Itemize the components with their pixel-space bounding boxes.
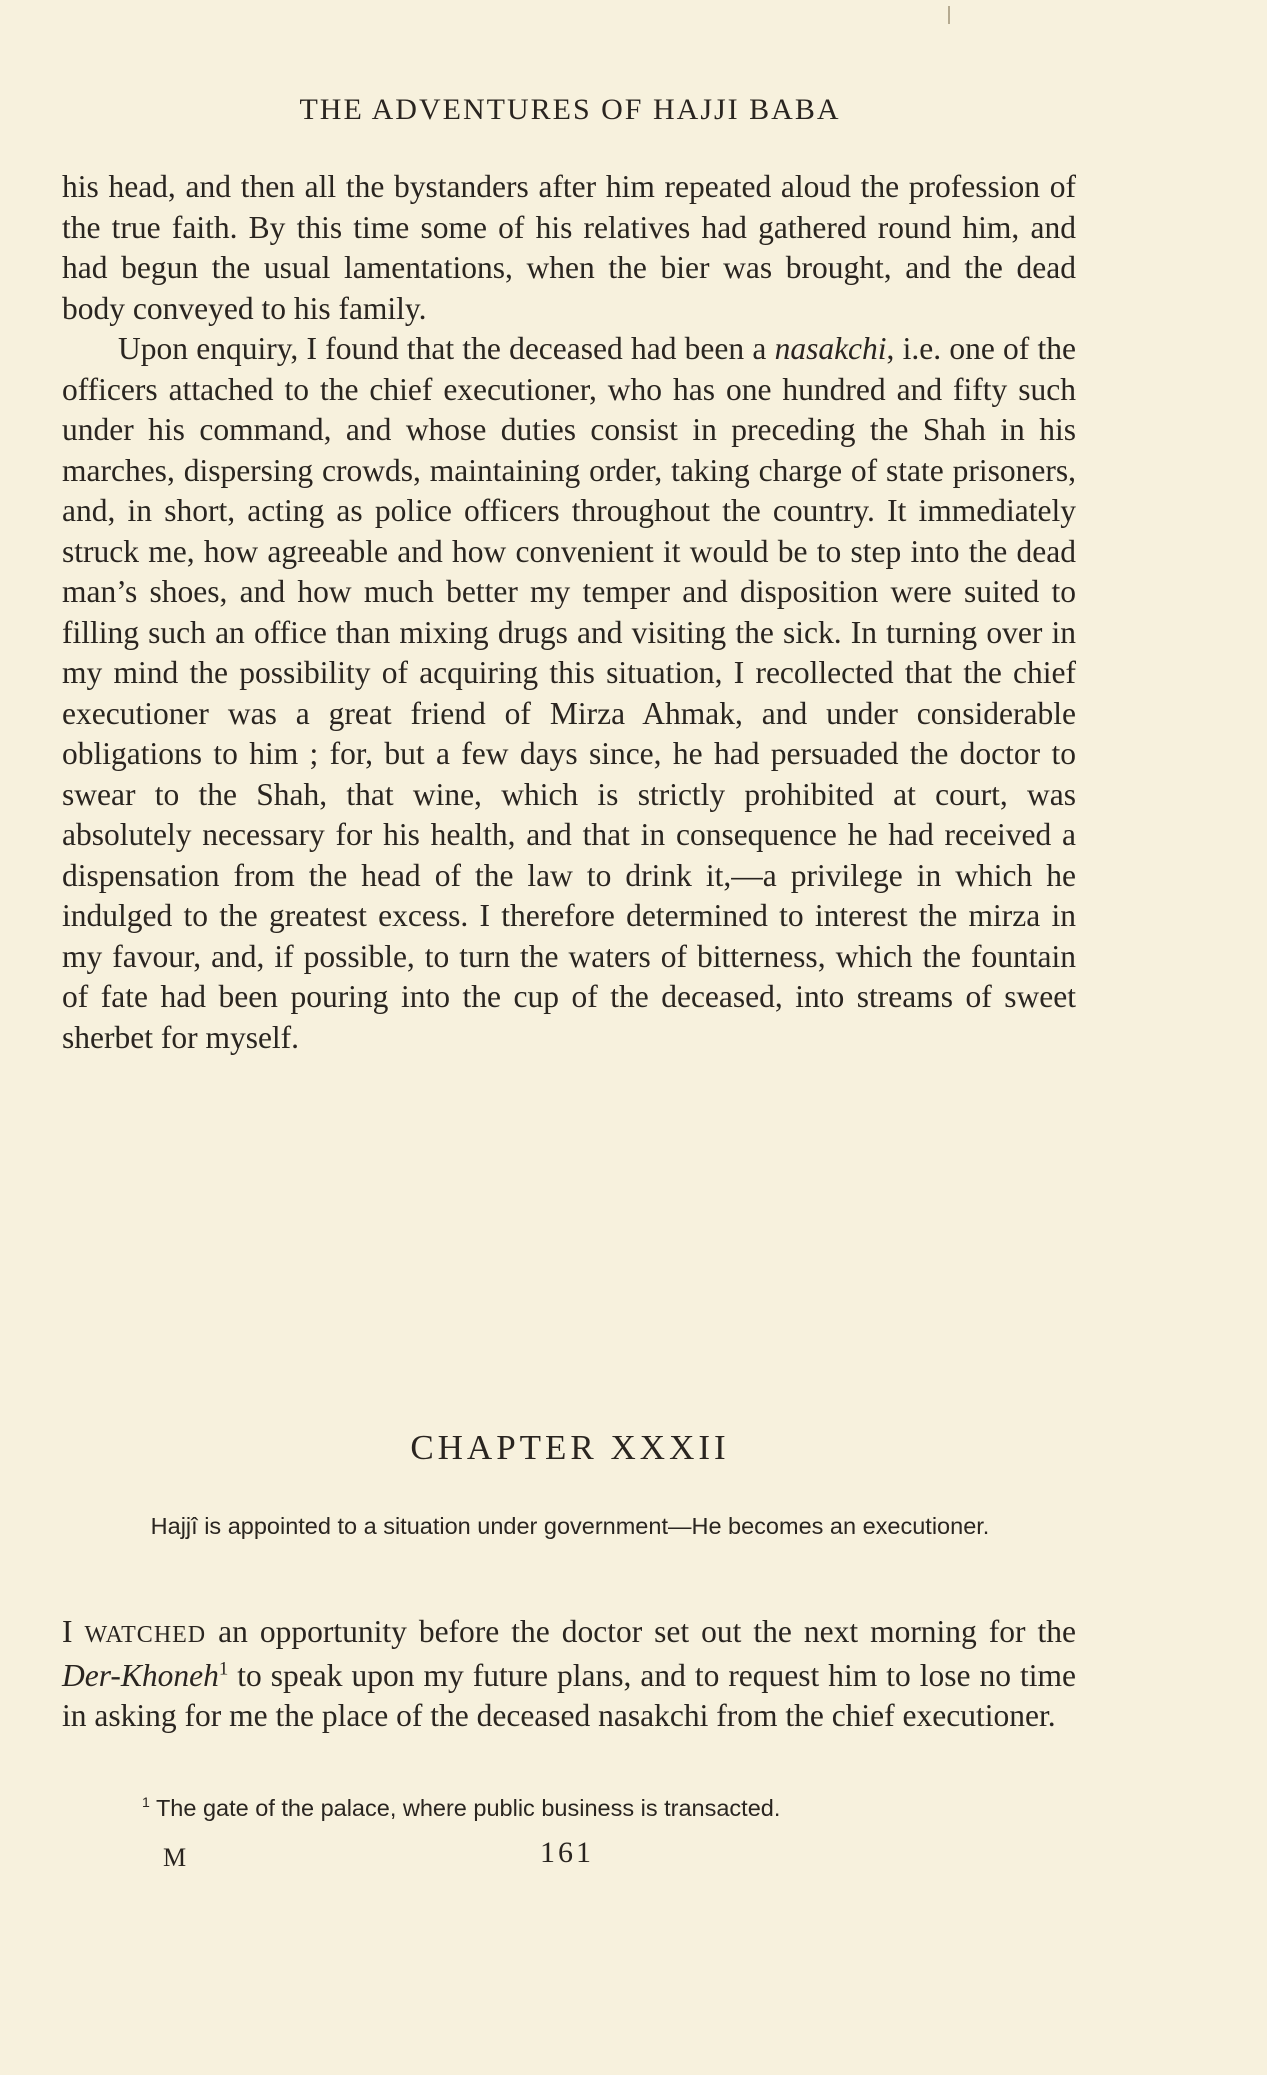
running-head: THE ADVENTURES OF HAJJI BABA: [299, 93, 841, 126]
printer-signature: M: [163, 1843, 187, 1872]
chapter-title: CHAPTER XXXII: [410, 1428, 730, 1467]
footnote: [142, 1795, 1062, 1822]
opening-initial: I: [62, 1614, 85, 1649]
page-number: 161: [540, 1836, 594, 1869]
paragraph-text: , i.e. one of the officers attached to the chief executioner, who has one hundred and fifty such under his command, and whose duties consist in preceding the Shah in his marches, dispersing crowds, maintaining order, taking charge of state prisoners, and, in short, acting as police officers throughout the country. It immediately struck me, how agreeable and how convenient it would be to step into the dead man’s shoes, and how much better my temper and disposition were suited to filling such an office than mixing drugs and visiting the sick. In turning over in my mind the possibility of acquiring this situation, I recollected that the chief executioner was a great friend of Mirza Ahmak, and under considerable obligations to him ; for, but a few days since, he had persuaded the doctor to swear to the Shah, that wine, which is strictly prohibited at court, was absolutely necessary for his health, and that in consequence he had received a dispensation from the head of the law to drink it,—a privilege in which he indulged to the greatest excess. I therefore determined to interest the mirza in my favour, and, if possible, to turn the waters of bitterness, which the fountain of fate had been pouring into the cup of the deceased, into streams of sweet sherbet for myself.: [62, 331, 1076, 1055]
paragraph-nasakchi: [62, 329, 1076, 1058]
paragraph-text: an opportunity before the doctor set out the next morning for the: [206, 1614, 1076, 1649]
scan-edge-mark: [948, 6, 950, 24]
paragraph-continued: his head, and then all the bystanders after him repeated aloud the profession of the true faith. By this time some of his relatives had gathered round him, and had begun the usual lamentations, when the bier was brought, and the dead body conveyed to his family.: [62, 169, 1076, 326]
chapter-synopsis: Hajjî is appointed to a situation under government—He becomes an executioner.: [150, 1513, 990, 1539]
italic-term-nasakchi: nasakchi: [774, 331, 887, 366]
paragraph-text: Upon enquiry, I found that the deceased had been a: [118, 331, 775, 366]
body-text-bottom: [62, 1612, 1076, 1737]
footnote-text: The gate of the palace, where public business is transacted.: [155, 1795, 781, 1821]
footnote-marker: 1: [142, 1794, 150, 1811]
body-text-top: [62, 167, 1076, 1058]
italic-term-der-khoneh: Der-Khoneh: [62, 1657, 219, 1693]
opening-smallcaps: WATCHED: [84, 1622, 207, 1648]
footnote-reference: 1: [218, 1658, 229, 1679]
chapter-opening-paragraph: [62, 1612, 1076, 1737]
paragraph-text: to speak upon my future plans, and to request him to lose no time in asking for me the place of the deceased nasakchi from the chief executioner.: [62, 1657, 1076, 1733]
